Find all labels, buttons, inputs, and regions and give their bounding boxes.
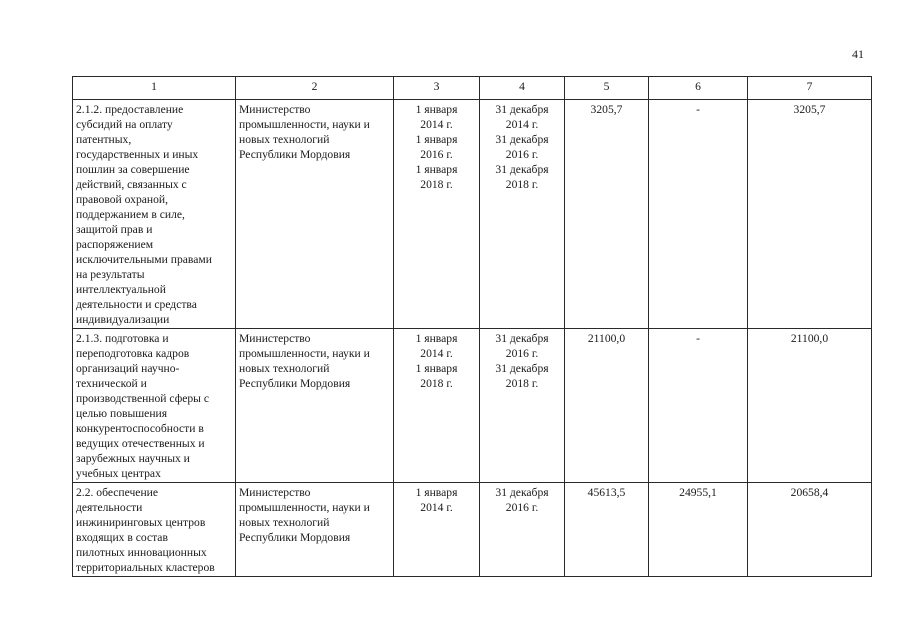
activity-description-cell-line: целью повышения (76, 407, 168, 420)
start-date-cell-line: 2018 г. (420, 178, 453, 191)
activity-description-cell-line: технической и (76, 377, 147, 390)
start-date-cell-line: 1 января (415, 362, 458, 375)
activity-description-cell-line: территориальных кластеров (76, 561, 215, 574)
end-date-cell-line: 31 декабря (495, 332, 549, 345)
responsible-organization-cell (236, 100, 394, 329)
federal-amount-cell: 24955,1 (649, 483, 748, 577)
header-col-2: 2 (236, 77, 394, 100)
end-date-cell (480, 329, 565, 483)
start-date-cell (394, 483, 480, 577)
regional-amount-cell: 3205,7 (748, 100, 872, 329)
activity-description-cell-line: производственной сферы с (76, 392, 209, 405)
responsible-organization-cell-line: новых технологий (239, 516, 330, 529)
responsible-organization-cell-line: новых технологий (239, 362, 330, 375)
budget-table (72, 76, 872, 577)
end-date-cell (480, 100, 565, 329)
end-date-cell-line: 31 декабря (495, 362, 549, 375)
activity-description-cell-line: конкурентоспособности в (76, 422, 204, 435)
header-col-7: 7 (748, 77, 872, 100)
activity-description-cell-line: 2.2. обеспечение (76, 486, 159, 499)
table-row (73, 483, 872, 577)
table-row (73, 100, 872, 329)
activity-description-cell-line: правовой охраной, (76, 193, 168, 206)
start-date-cell-line: 2014 г. (420, 118, 453, 131)
activity-description-cell-line: субсидий на оплату (76, 118, 173, 131)
start-date-cell-line: 2014 г. (420, 501, 453, 514)
activity-description-cell-line: защитой прав и (76, 223, 153, 236)
responsible-organization-cell-line: Министерство (239, 486, 311, 499)
activity-description-cell-line: пилотных инновационных (76, 546, 207, 559)
activity-description-cell-line: деятельности и средства (76, 298, 197, 311)
end-date-cell-line: 2016 г. (505, 501, 539, 514)
regional-amount-cell: 20658,4 (748, 483, 872, 577)
start-date-cell-line: 2016 г. (420, 148, 453, 161)
start-date-cell-line: 1 января (415, 486, 458, 499)
end-date-cell-line: 31 декабря (495, 163, 549, 176)
activity-description-cell-line: организаций научно- (76, 362, 180, 375)
responsible-organization-cell-line: Республики Мордовия (239, 377, 351, 390)
end-date-cell-line: 31 декабря (495, 103, 549, 116)
responsible-organization-cell-line: Министерство (239, 332, 311, 345)
responsible-organization-cell-line: промышленности, науки и (239, 118, 370, 131)
header-col-3: 3 (394, 77, 480, 100)
end-date-cell-line: 2018 г. (505, 178, 539, 191)
end-date-cell-line: 31 декабря (495, 486, 549, 499)
activity-description-cell-line: государственных и иных (76, 148, 199, 161)
activity-description-cell-line: переподготовка кадров (76, 347, 190, 360)
responsible-organization-cell-line: Республики Мордовия (239, 531, 351, 544)
activity-description-cell-line: на результаты (76, 268, 145, 281)
activity-description-cell-line: поддержанием в силе, (76, 208, 185, 221)
activity-description-cell-line: инжиниринговых центров (76, 516, 206, 529)
activity-description-cell-line: деятельности (76, 501, 143, 514)
end-date-cell-line: 2016 г. (505, 347, 539, 360)
start-date-cell-line: 1 января (415, 103, 458, 116)
header-col-5: 5 (565, 77, 649, 100)
start-date-cell (394, 329, 480, 483)
activity-description-cell-line: патентных, (76, 133, 132, 146)
activity-description-cell-line: ведущих отечественных и (76, 437, 205, 450)
activity-description-cell-line: действий, связанных с (76, 178, 187, 191)
responsible-organization-cell-line: промышленности, науки и (239, 501, 370, 514)
header-col-6: 6 (649, 77, 748, 100)
activity-description-cell-line: пошлин за совершение (76, 163, 190, 176)
header-col-1: 1 (73, 77, 236, 100)
responsible-organization-cell (236, 483, 394, 577)
start-date-cell (394, 100, 480, 329)
responsible-organization-cell-line: Министерство (239, 103, 311, 116)
table-row (73, 329, 872, 483)
total-amount-cell: 21100,0 (565, 329, 649, 483)
total-amount-cell: 45613,5 (565, 483, 649, 577)
activity-description-cell (73, 329, 236, 483)
responsible-organization-cell (236, 329, 394, 483)
responsible-organization-cell-line: новых технологий (239, 133, 330, 146)
activity-description-cell-line: зарубежных научных и (76, 452, 190, 465)
activity-description-cell-line: исключительными правами (76, 253, 212, 266)
activity-description-cell-line: индивидуализации (76, 313, 170, 326)
regional-amount-cell: 21100,0 (748, 329, 872, 483)
activity-description-cell (73, 100, 236, 329)
activity-description-cell-line: учебных центрах (76, 467, 161, 480)
activity-description-cell-line: распоряжением (76, 238, 154, 251)
start-date-cell-line: 2018 г. (420, 377, 453, 390)
start-date-cell-line: 2014 г. (420, 347, 453, 360)
activity-description-cell-line: 2.1.3. подготовка и (76, 332, 169, 345)
page-number: 41 (852, 47, 864, 61)
end-date-cell (480, 483, 565, 577)
activity-description-cell-line: интеллектуальной (76, 283, 166, 296)
activity-description-cell (73, 483, 236, 577)
start-date-cell-line: 1 января (415, 133, 458, 146)
federal-amount-cell: - (649, 100, 748, 329)
activity-description-cell-line: входящих в состав (76, 531, 168, 544)
responsible-organization-cell-line: промышленности, науки и (239, 347, 370, 360)
activity-description-cell-line: 2.1.2. предоставление (76, 103, 184, 116)
start-date-cell-line: 1 января (415, 163, 458, 176)
responsible-organization-cell-line: Республики Мордовия (239, 148, 351, 161)
header-row (73, 77, 872, 100)
end-date-cell-line: 2018 г. (505, 377, 539, 390)
end-date-cell-line: 31 декабря (495, 133, 549, 146)
header-col-4: 4 (480, 77, 565, 100)
total-amount-cell: 3205,7 (565, 100, 649, 329)
federal-amount-cell: - (649, 329, 748, 483)
end-date-cell-line: 2014 г. (505, 118, 539, 131)
start-date-cell-line: 1 января (415, 332, 458, 345)
end-date-cell-line: 2016 г. (505, 148, 539, 161)
